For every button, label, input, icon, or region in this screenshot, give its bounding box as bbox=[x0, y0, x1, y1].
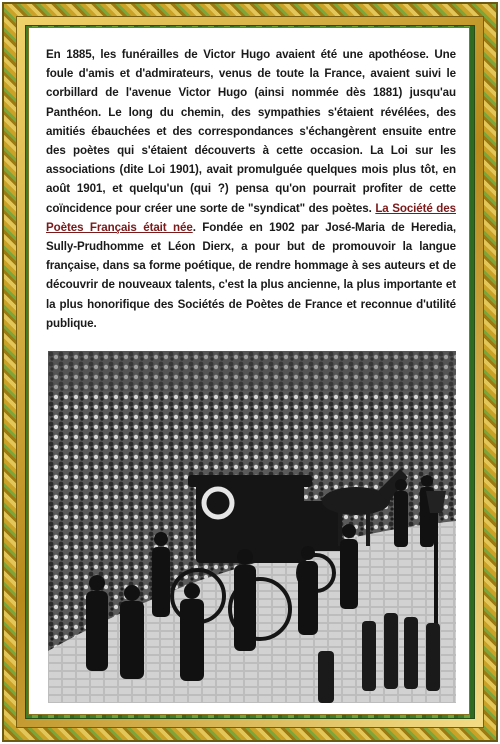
societe-link[interactable]: La Société des Poètes Français était née bbox=[46, 201, 456, 234]
funeral-photo bbox=[48, 351, 456, 703]
article-paragraph-2: . Fondée en 1902 par José-Maria de Heredia, Sully-Prudhomme et Léon Dierx, a pour but de promouvoir la langue française, dans sa forme poétique, de rendre hommage à ses auteurs et de découvrir de nouveaux talents, c'est la plus ancienne, la plus importante et la plus honorifique des Sociétés de Poètes de France et reconnue d'utilité publique. bbox=[46, 220, 457, 330]
article-text bbox=[46, 45, 456, 333]
content-panel bbox=[28, 27, 470, 715]
article-paragraph-1: En 1885, les funérailles de Victor Hugo avaient été une apothéose. Une foule d'amis et d'admirateurs, venus de toute la France, avaient suivi le corbillard de l'avenue Victor Hugo (ainsi nommée dès 1881) jusqu'au Panthéon. Le long du chemin, des sympathies s'étaient révélées, des amitiés ébauchées et des correspondances s'échangèrent ensuite entre des poètes qui s'étaient découverts à cette occasion. La Loi sur les associations (dite Loi 1901), avait promulguée quelques mois plus tôt, en août 1901, et quelqu'un (qui ?) pensa qu'on pourrait profiter de cette coïncidence pour créer une sorte de "syndicat" des poètes. bbox=[46, 48, 456, 215]
funeral-photo-illustration bbox=[48, 351, 456, 703]
